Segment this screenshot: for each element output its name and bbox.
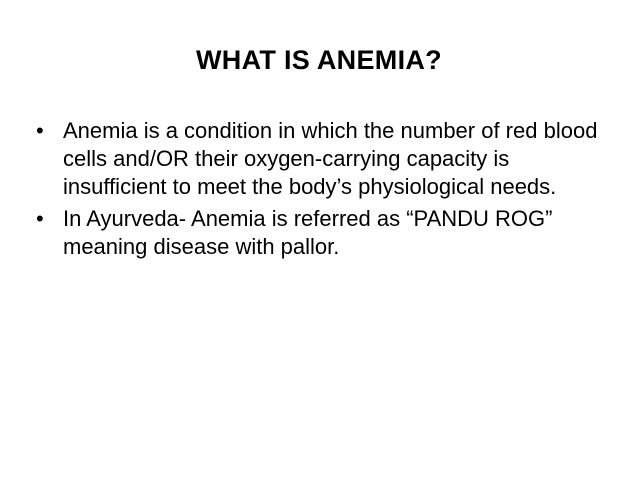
bullet-text: Anemia is a condition in which the number of red blood cells and/OR their oxygen-carrying capacity is insufficient to meet the body’s physiological needs.	[63, 118, 598, 199]
bullet-item	[36, 205, 606, 261]
bullet-item	[36, 117, 606, 201]
bullet-icon: •	[36, 118, 44, 143]
slide-title: WHAT IS ANEMIA?	[196, 45, 442, 75]
bullet-text: In Ayurveda- Anemia is referred as “PANDU ROG” meaning disease with pallor.	[63, 206, 553, 259]
bullet-list	[36, 117, 606, 265]
bullet-icon: •	[36, 206, 44, 231]
